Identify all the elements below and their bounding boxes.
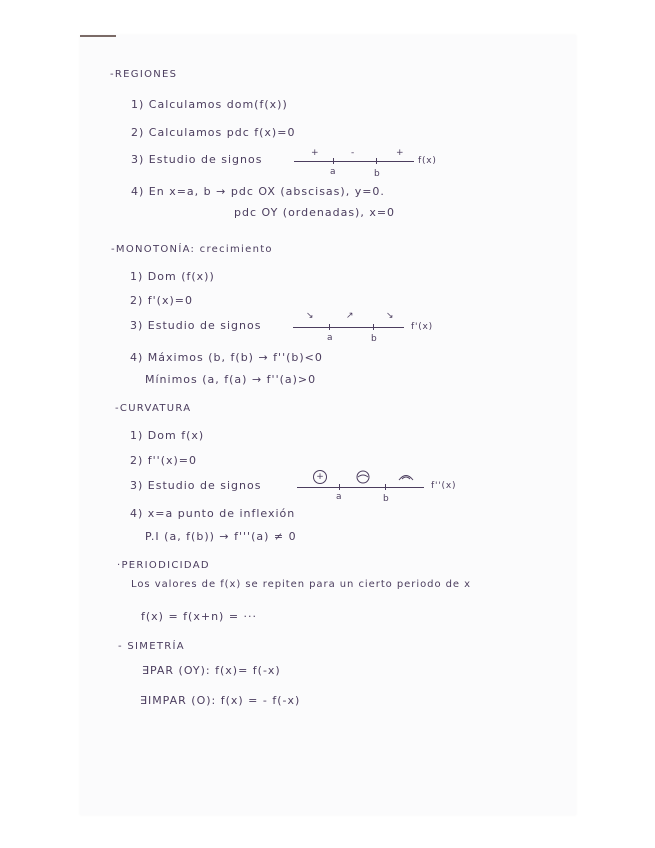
regiones-step-4: 4) En x=a, b → pdc OX (abscisas), y=0.	[131, 185, 385, 198]
page-edge-mark	[80, 35, 116, 37]
simetria-par: ∃PAR (OY): f(x)= f(-x)	[142, 664, 281, 677]
point-a-label: a	[330, 167, 336, 177]
monotonia-maximos: 4) Máximos (b, f(b) → f''(b)<0	[130, 351, 323, 364]
sign-axis	[294, 161, 414, 162]
regiones-step-3: 3) Estudio de signos	[131, 153, 263, 166]
arrow-decreasing-2: ↘	[386, 311, 394, 321]
simetria-impar: ∃IMPAR (O): f(x) = - f(-x)	[140, 694, 301, 707]
circled-plus-sign: +	[313, 470, 327, 484]
point-a-label: a	[327, 333, 333, 343]
section-title-curvatura: -CURVATURA	[115, 403, 192, 414]
regiones-step-1: 1) Calculamos dom(f(x))	[131, 98, 288, 111]
curvatura-step-3: 3) Estudio de signos	[130, 479, 262, 492]
sign-minus: -	[351, 148, 355, 158]
periodicidad-formula: f(x) = f(x+n) = ···	[141, 610, 258, 623]
monotonia-step-2: 2) f'(x)=0	[130, 294, 193, 307]
point-b-label: b	[371, 334, 377, 344]
section-title-periodicidad: ·PERIODICIDAD	[117, 560, 210, 571]
tick-a	[339, 484, 340, 490]
section-title-monotonia: -MONOTONÍA: crecimiento	[111, 244, 273, 255]
sign-axis	[297, 487, 424, 488]
curvatura-step-4: 4) x=a punto de inflexión	[130, 507, 296, 520]
sign-plus-2: +	[396, 148, 404, 158]
tick-b	[373, 324, 374, 330]
tick-a	[329, 324, 330, 330]
point-b-label: b	[383, 494, 389, 504]
concave-down-icon	[398, 473, 414, 481]
curvatura-step-1: 1) Dom f(x)	[130, 429, 205, 442]
tick-b	[376, 158, 377, 164]
monotonia-step-1: 1) Dom (f(x))	[130, 270, 215, 283]
tick-b	[385, 484, 386, 490]
arrow-decreasing-1: ↘	[306, 311, 314, 321]
tick-a	[333, 158, 334, 164]
section-title-regiones: -REGIONES	[110, 69, 178, 80]
sign-plus-1: +	[311, 148, 319, 158]
curvatura-step-2: 2) f''(x)=0	[130, 454, 198, 467]
sign-chart-function: f'(x)	[411, 322, 433, 332]
sign-chart-function: f(x)	[418, 156, 437, 166]
regiones-step-4-cont: pdc OY (ordenadas), x=0	[234, 206, 396, 219]
arrow-increasing: ↗	[346, 311, 354, 321]
section-title-simetria: - SIMETRÍA	[118, 641, 185, 652]
point-b-label: b	[374, 169, 380, 179]
sign-chart-function: f''(x)	[431, 481, 457, 491]
curvatura-inflexion: P.I (a, f(b)) → f'''(a) ≠ 0	[145, 530, 297, 543]
point-a-label: a	[336, 492, 342, 502]
concave-down-icon	[355, 471, 371, 481]
periodicidad-description: Los valores de f(x) se repiten para un cierto periodo de x	[131, 579, 472, 590]
monotonia-minimos: Mínimos (a, f(a) → f''(a)>0	[145, 373, 317, 386]
monotonia-step-3: 3) Estudio de signos	[130, 319, 262, 332]
regiones-step-2: 2) Calculamos pdc f(x)=0	[131, 126, 296, 139]
sign-axis	[293, 327, 404, 328]
